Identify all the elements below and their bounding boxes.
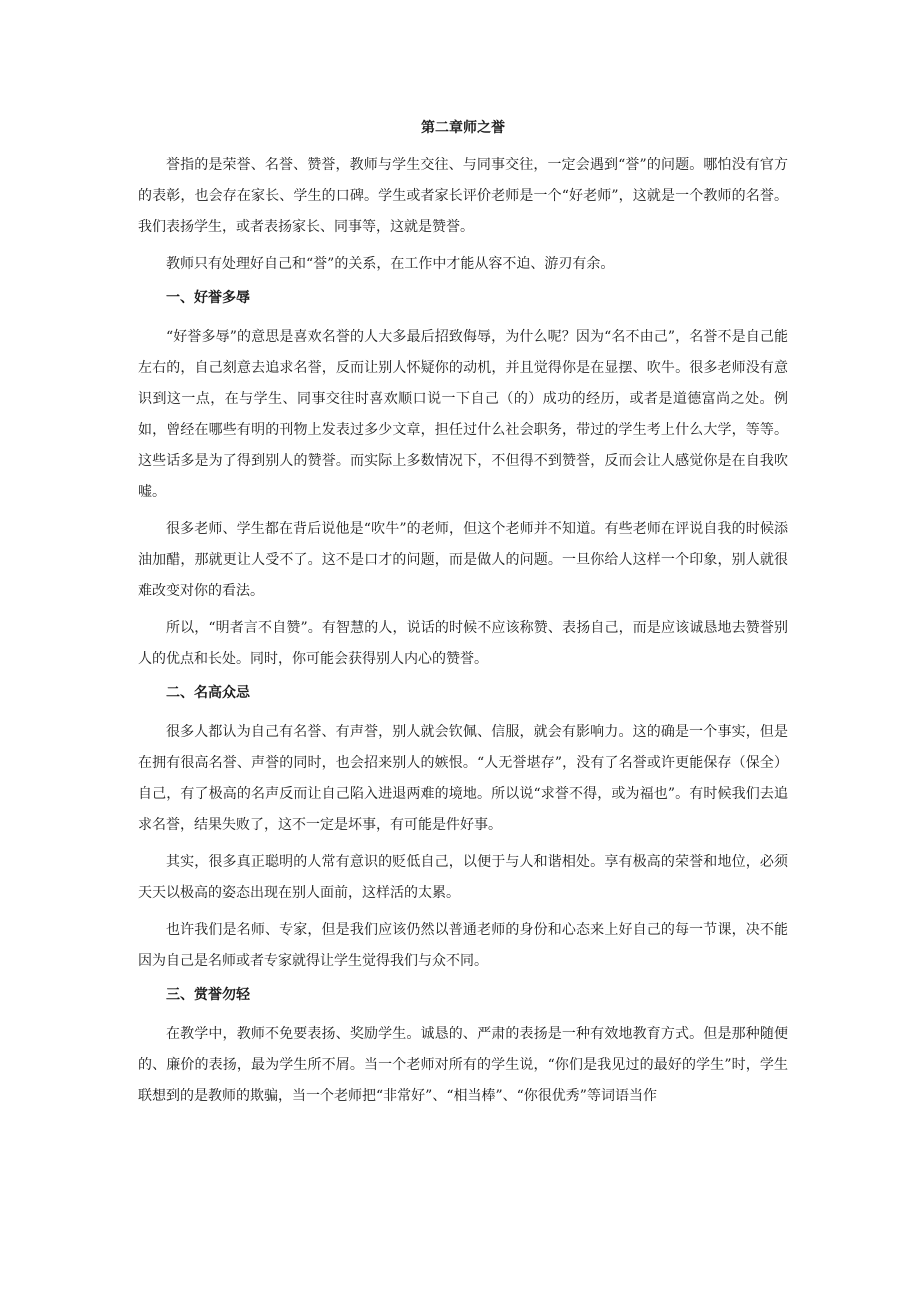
page-title: 第二章师之誉 <box>421 120 505 136</box>
section-heading-2: 二、名高众忌 <box>166 685 250 701</box>
section-2-paragraph-3: 也许我们是名师、专家，但是我们应该仍然以普通老师的身份和心态来上好自己的每一节课，决不能因为自己是名师或者专家就得让学生觉得我们与众不同。 <box>138 922 788 969</box>
section-heading-3: 三、赏誉勿轻 <box>166 987 250 1003</box>
section-3-paragraph-1: 在教学中，教师不免要表扬、奖励学生。诚恳的、严肃的表扬是一种有效地教育方式。但是那种随便的、廉价的表扬，最为学生所不屑。当一个老师对所有的学生说，“你们是我见过的最好的学生”时，学生联想到的是教师的欺骗，当一个老师把“非常好”、“相当棒”、“你很优秀”等词语当作 <box>138 1026 788 1104</box>
intro-paragraph-2: 教师只有处理好自己和“誉”的关系，在工作中才能从容不迫、游刃有余。 <box>166 256 615 272</box>
section-1-paragraph-3: 所以，“明者言不自赞”。有智慧的人，说话的时候不应该称赞、表扬自己，而是应该诚恳地去赞誉别人的优点和长处。同时，你可能会获得别人内心的赞誉。 <box>138 620 788 667</box>
intro-paragraph-1: 誉指的是荣誉、名誉、赞誉，教师与学生交往、与同事交往，一定会遇到“誉”的问题。哪怕没有官方的表彰，也会存在家长、学生的口碑。学生或者家长评价老师是一个“好老师”，这就是一个教师的名誉。我们表扬学生，或者表扬家长、同事等，这就是赞誉。 <box>138 157 788 235</box>
section-2-paragraph-2: 其实，很多真正聪明的人常有意识的贬低自己，以便于与人和谐相处。享有极高的荣誉和地位，必须天天以极高的姿态出现在别人面前，这样活的太累。 <box>138 854 788 901</box>
section-heading-1: 一、好誉多辱 <box>166 290 250 306</box>
document-page <box>138 118 788 1118</box>
section-2-paragraph-1: 很多人都认为自己有名誉、有声誉，别人就会钦佩、信服，就会有影响力。这的确是一个事实，但是在拥有很高名誉、声誉的同时，也会招来别人的嫉恨。“人无誉堪存”，没有了名誉或许更能保存（保全）自己，有了极高的名声反而让自己陷入进退两难的境地。所以说“求誉不得，或为福也”。有时候我们去追求名誉，结果失败了，这不一定是坏事，有可能是件好事。 <box>138 724 788 833</box>
section-1-paragraph-2: 很多老师、学生都在背后说他是“吹牛”的老师，但这个老师并不知道。有些老师在评说自我的时候添油加醋，那就更让人受不了。这不是口才的问题，而是做人的问题。一旦你给人这样一个印象，别人就很难改变对你的看法。 <box>138 521 788 599</box>
section-1-paragraph-1: “好誉多辱”的意思是喜欢名誉的人大多最后招致侮辱，为什么呢？因为“名不由己”，名誉不是自己能左右的，自己刻意去追求名誉，反而让别人怀疑你的动机，并且觉得你是在显摆、吹牛。很多老师没有意识到这一点，在与学生、同事交往时喜欢顺口说一下自己（的）成功的经历，或者是道德富尚之处。例如，曾经在哪些有明的刊物上发表过多少文章，担任过什么社会职务，带过的学生考上什么大学，等等。这些话多是为了得到别人的赞誉。而实际上多数情况下，不但得不到赞誉，反而会让人感觉你是在自我吹嘘。 <box>138 329 788 500</box>
